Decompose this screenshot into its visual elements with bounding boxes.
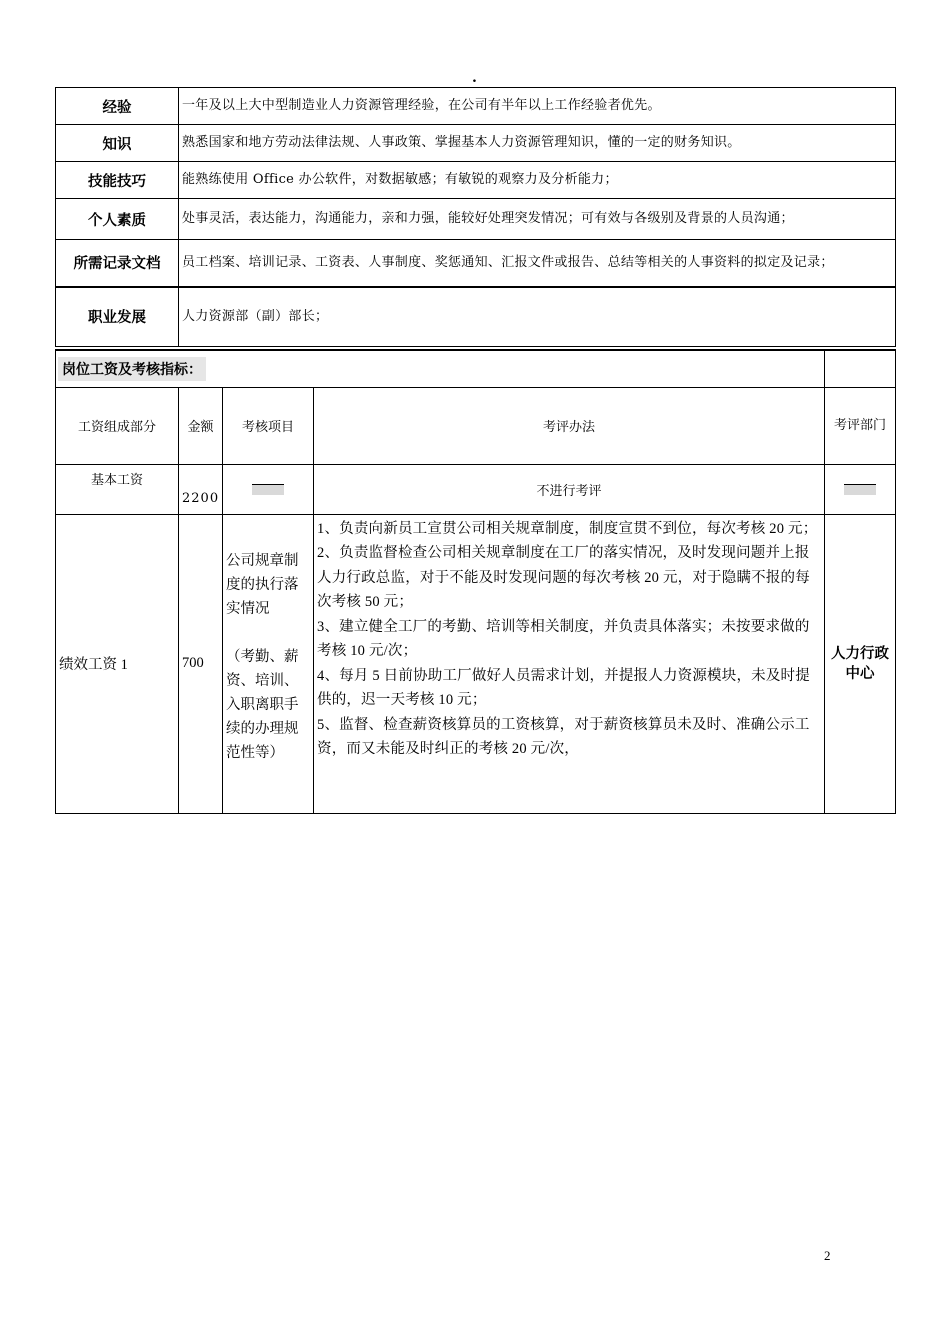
base-item xyxy=(223,464,314,514)
section-title-cell xyxy=(56,350,825,387)
requirement-row xyxy=(56,287,896,347)
row-value-experience: 一年及以上大中型制造业人力资源管理经验，在公司有半年以上工作经验者优先。 xyxy=(179,88,896,125)
dash-mark xyxy=(844,484,876,495)
base-amount: 2200 xyxy=(179,464,223,514)
row-value-records: 员工档案、培训记录、工资表、人事制度、奖惩通知、汇报文件或报告、总结等相关的人事资料的拟定及记录； xyxy=(179,240,896,287)
header-method: 考评办法 xyxy=(314,387,825,464)
base-method: 不进行考评 xyxy=(314,464,825,514)
method-item: 1、负责向新员工宣贯公司相关规章制度，制度宣贯不到位，每次考核 20 元； xyxy=(317,520,818,537)
header-item: 考核项目 xyxy=(223,387,314,464)
table-header-row xyxy=(56,387,896,464)
requirement-row xyxy=(56,240,896,287)
row-label-skills: 技能技巧 xyxy=(56,162,179,199)
empty-cell xyxy=(825,350,896,387)
base-component: 基本工资 xyxy=(56,464,179,514)
requirements-table xyxy=(55,87,896,347)
method-item: 4、每月 5 日前协助工厂做好人员需求计划，并提报人力资源模块，未及时提供的，迟一天考核 10 元； xyxy=(317,667,810,708)
row-value-quality: 处事灵活，表达能力，沟通能力，亲和力强，能较好处理突发情况；可有效与各级别及背景的人员沟通； xyxy=(179,199,896,240)
row-value-career: 人力资源部（副）部长； xyxy=(179,287,896,347)
salary-table xyxy=(55,349,896,814)
base-dept xyxy=(825,464,896,514)
row-value-knowledge: 熟悉国家和地方劳动法律法规、人事政策、掌握基本人力资源管理知识，懂的一定的财务知识。 xyxy=(179,125,896,162)
dash-mark xyxy=(252,484,284,495)
requirement-row xyxy=(56,88,896,125)
requirement-row xyxy=(56,162,896,199)
header-dept: 考评部门 xyxy=(825,387,896,464)
header-mark: . xyxy=(472,70,477,86)
row-label-records: 所需记录文档 xyxy=(56,240,179,287)
row-value-skills: 能熟练使用 Office 办公软件，对数据敏感；有敏锐的观察力及分析能力； xyxy=(179,162,896,199)
header-amount: 金额 xyxy=(179,387,223,464)
perf-item-main: 公司规章制度的执行落实情况 xyxy=(226,552,299,617)
perf-dept: 人力行政中心 xyxy=(825,514,896,813)
perf-item xyxy=(223,514,314,813)
method-item: 5、监督、检查薪资核算员的工资核算，对于薪资核算员未及时、准确公示工资，而又未能及时纠正的考核 20 元/次， xyxy=(317,716,810,757)
perf-component: 绩效工资 1 xyxy=(56,514,179,813)
header-component: 工资组成部分 xyxy=(56,387,179,464)
row-label-experience: 经验 xyxy=(56,88,179,125)
method-item: 2、负责监督检查公司相关规章制度在工厂的落实情况，及时发现问题并上报人力行政总监，对于不能及时发现问题的每次考核 20 元，对于隐瞒不报的每次考核 50 元； xyxy=(317,545,810,610)
table-row-performance xyxy=(56,514,896,813)
perf-amount: 700 xyxy=(179,514,223,813)
row-label-knowledge: 知识 xyxy=(56,125,179,162)
method-item: 3、建立健全工厂的考勤、培训等相关制度，并负责具体落实；未按要求做的考核 10 元/次； xyxy=(317,618,810,659)
requirement-row xyxy=(56,125,896,162)
section-title: 岗位工资及考核指标： xyxy=(58,357,206,381)
row-label-quality: 个人素质 xyxy=(56,199,179,240)
requirement-row xyxy=(56,199,896,240)
perf-methods xyxy=(314,514,825,813)
row-label-career: 职业发展 xyxy=(56,287,179,347)
page-number: 2 xyxy=(824,1248,831,1263)
table-row-base xyxy=(56,464,896,514)
perf-item-detail: （考勤、薪资、培训、入职离职手续的办理规范性等） xyxy=(226,648,299,761)
